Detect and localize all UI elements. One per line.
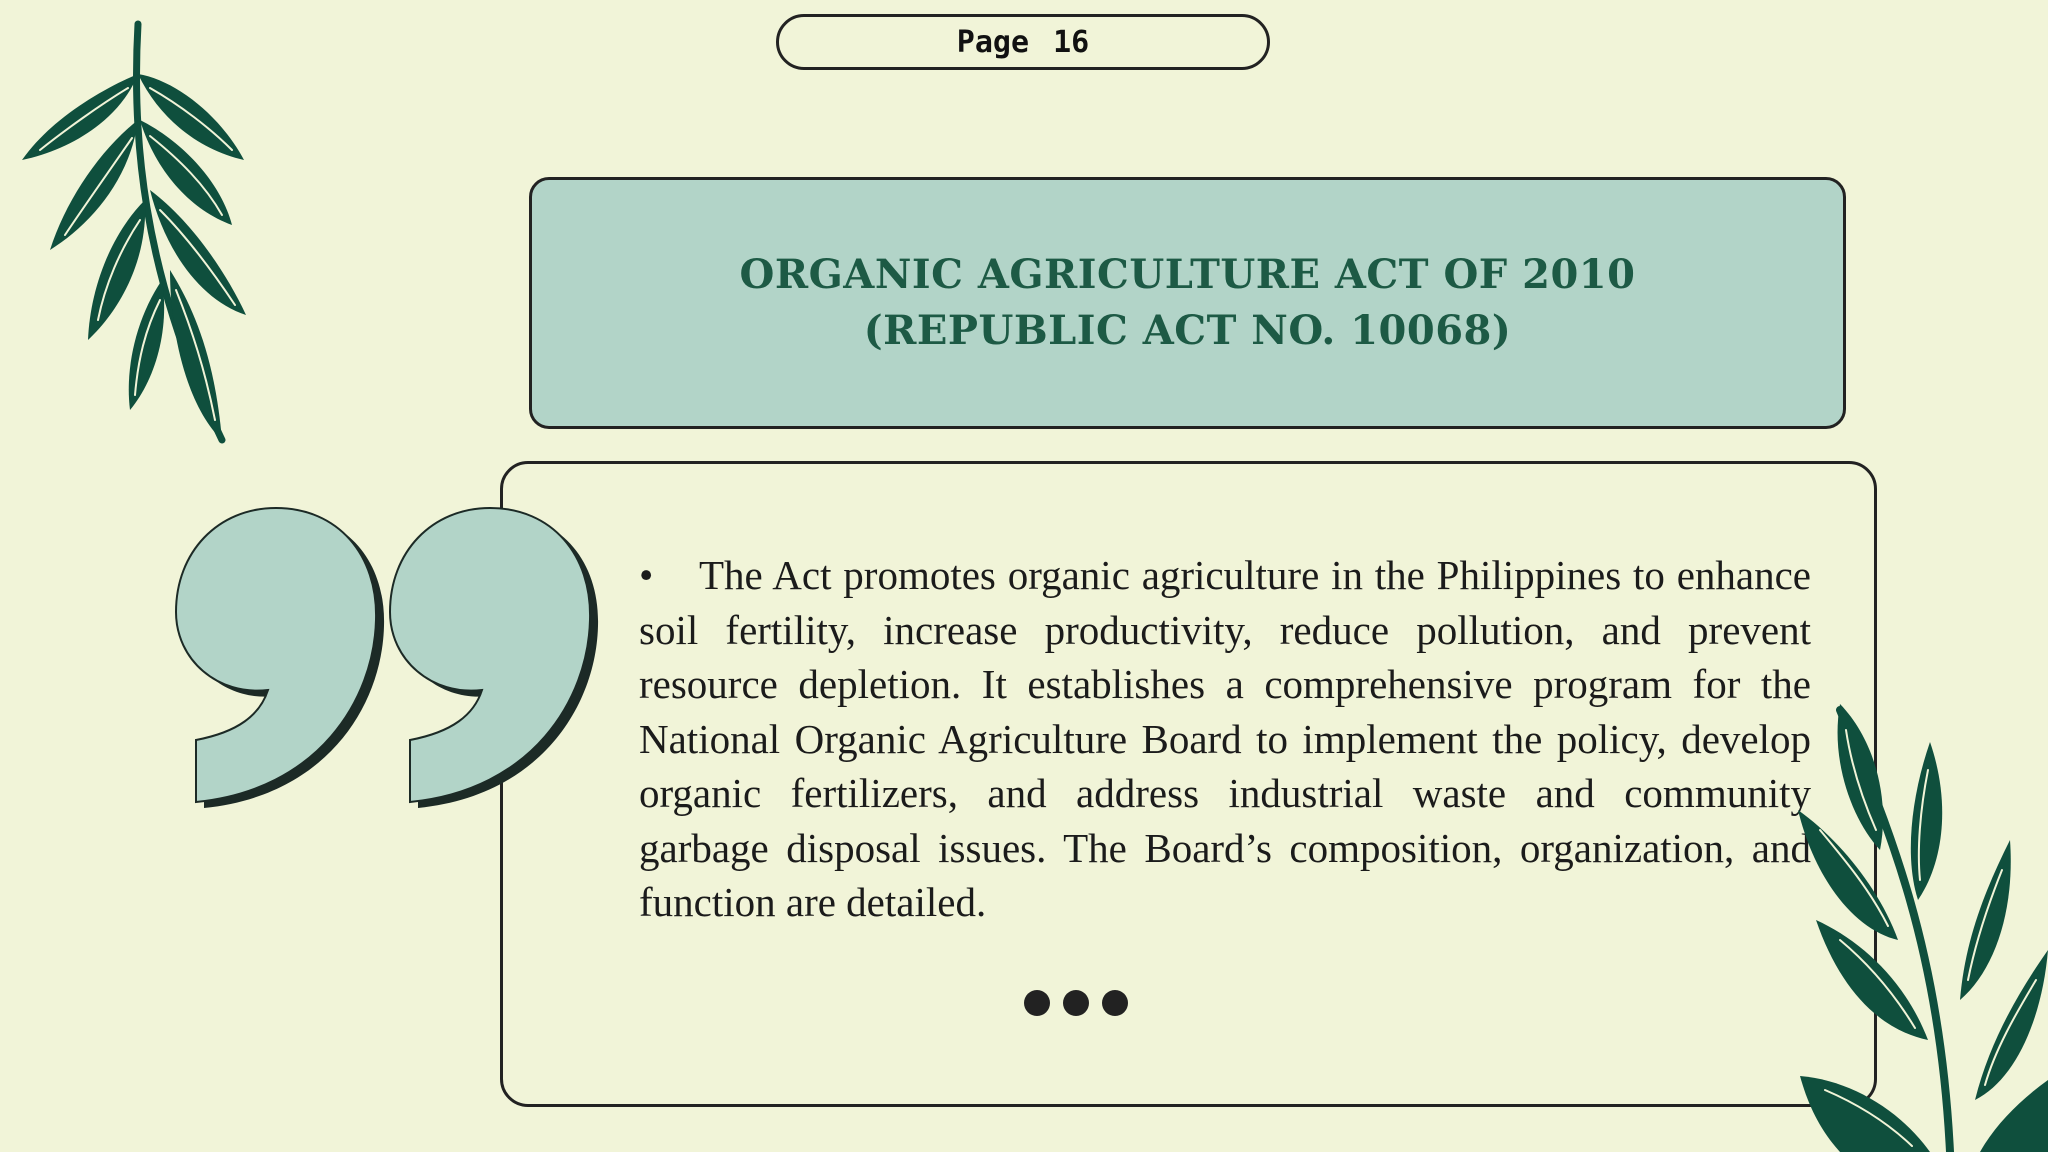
closing-quote-icon bbox=[168, 500, 608, 810]
bullet-marker: • bbox=[639, 552, 654, 598]
leaf-branch-top-icon bbox=[10, 10, 270, 450]
ellipsis-icon bbox=[1024, 990, 1128, 1016]
leaf-branch-bottom-icon bbox=[1780, 690, 2048, 1152]
title-line-2: (REPUBLIC ACT NO. 10068) bbox=[863, 307, 1512, 354]
body-text-content: The Act promotes organic agriculture in the Philippines to enhance soil fertility, increase productivity, reduce pollution, and prevent resource depletion. It establishes a comprehensive program for the National Organic Agriculture Board to implement the policy, develop organic fertilizers, and address industrial waste and community garbage disposal issues. The Board’s composition, organization, and function are detailed. bbox=[639, 552, 1811, 925]
dot bbox=[1102, 990, 1128, 1016]
dot bbox=[1063, 990, 1089, 1016]
dot bbox=[1024, 990, 1050, 1016]
title-line-1: ORGANIC AGRICULTURE ACT OF 2010 bbox=[739, 251, 1636, 298]
body-paragraph bbox=[639, 548, 1811, 930]
title-box bbox=[529, 177, 1846, 429]
page-label: Page 16 bbox=[776, 14, 1270, 70]
